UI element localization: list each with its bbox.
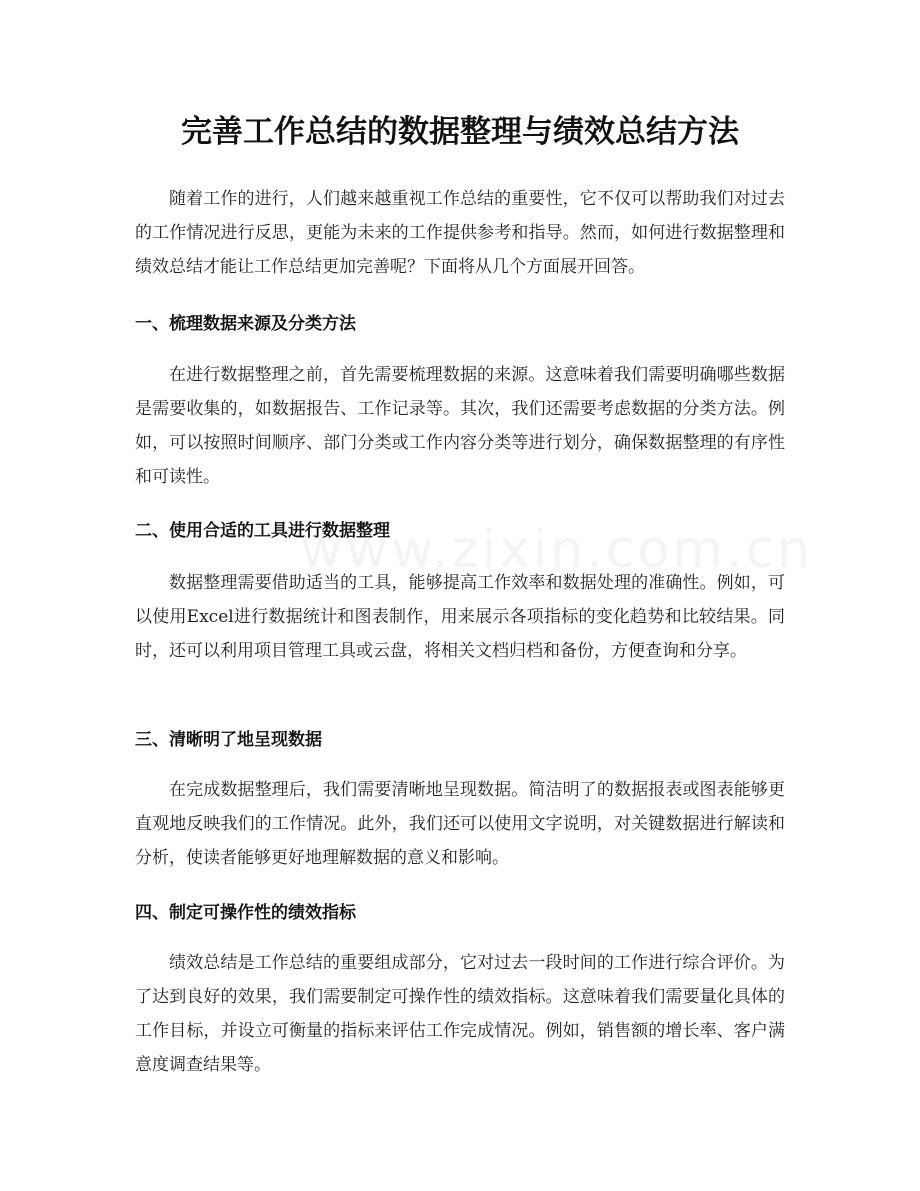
section-1-body: 在进行数据整理之前，首先需要梳理数据的来源。这意味着我们需要明确哪些数据是需要收集的，如数据报告、工作记录等。其次，我们还需要考虑数据的分类方法。例如，可以按照时间顺序、部门分类或工作内容分类等进行划分，确保数据整理的有序性和可读性。 [135, 365, 785, 487]
section-3-heading: 三、清晰明了地呈现数据 [135, 730, 322, 750]
section-2-body: 数据整理需要借助适当的工具，能够提高工作效率和数据处理的准确性。例如，可以使用Excel进行数据统计和图表制作，用来展示各项指标的变化趋势和比较结果。同时，还可以利用项目管理工具或云盘，将相关文档归档和备份，方便查询和分享。 [135, 573, 785, 661]
section-4-heading: 四、制定可操作性的绩效指标 [135, 903, 356, 923]
section-4-body: 绩效总结是工作总结的重要组成部分，它对过去一段时间的工作进行综合评价。为了达到良好的效果，我们需要制定可操作性的绩效指标。这意味着我们需要量化具体的工作目标，并设立可衡量的指标来评估工作完成情况。例如，销售额的增长率、客户满意度调查结果等。 [135, 953, 785, 1075]
document-title: 完善工作总结的数据整理与绩效总结方法 [181, 114, 739, 150]
section-1-heading: 一、梳理数据来源及分类方法 [135, 314, 356, 334]
section-2-heading: 二、使用合适的工具进行数据整理 [135, 521, 390, 541]
intro-paragraph: 随着工作的进行，人们越来越重视工作总结的重要性，它不仅可以帮助我们对过去的工作情况进行反思，更能为未来的工作提供参考和指导。然而，如何进行数据整理和绩效总结才能让工作总结更加完善呢？下面将从几个方面展开回答。 [135, 189, 785, 277]
section-3-body: 在完成数据整理后，我们需要清晰地呈现数据。简洁明了的数据报表或图表能够更直观地反映我们的工作情况。此外，我们还可以使用文字说明，对关键数据进行解读和分析，使读者能够更好地理解数据的意义和影响。 [135, 780, 785, 868]
